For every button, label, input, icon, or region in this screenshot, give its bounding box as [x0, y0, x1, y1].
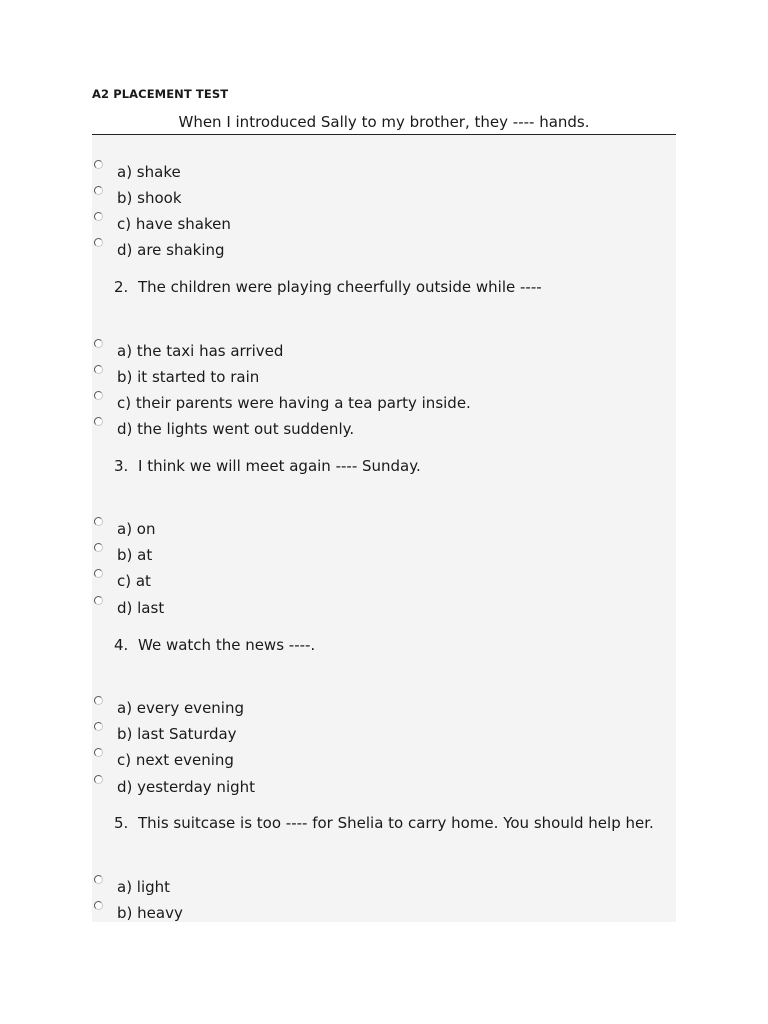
radio-button[interactable]	[94, 696, 103, 705]
page-header: A2 PLACEMENT TEST	[92, 87, 229, 101]
question-3-number: 3.	[114, 457, 129, 475]
question-4-text: We watch the news ----.	[138, 636, 316, 654]
radio-button[interactable]	[94, 596, 103, 605]
option-label: a) light	[117, 878, 171, 896]
option-label: a) shake	[117, 163, 181, 181]
radio-button[interactable]	[94, 901, 103, 910]
question-2-text: The children were playing cheerfully outside while ----	[138, 278, 542, 296]
radio-button[interactable]	[94, 391, 103, 400]
radio-button[interactable]	[94, 748, 103, 757]
question-1-text: When I introduced Sally to my brother, they ---- hands.	[178, 113, 590, 131]
radio-button[interactable]	[94, 339, 103, 348]
option-label: d) last	[117, 599, 165, 617]
option-label: c) their parents were having a tea party inside.	[117, 394, 471, 412]
option-label: d) the lights went out suddenly.	[117, 420, 355, 438]
option-label: d) are shaking	[117, 241, 225, 259]
radio-button[interactable]	[94, 543, 103, 552]
option-label: b) at	[117, 546, 153, 564]
option-label: a) on	[117, 520, 156, 538]
option-label: b) last Saturday	[117, 725, 237, 743]
radio-button[interactable]	[94, 417, 103, 426]
question-3-text: I think we will meet again ---- Sunday.	[138, 457, 421, 475]
radio-button[interactable]	[94, 186, 103, 195]
radio-button[interactable]	[94, 722, 103, 731]
radio-button[interactable]	[94, 212, 103, 221]
option-label: c) at	[117, 572, 151, 590]
option-label: c) have shaken	[117, 215, 231, 233]
radio-button[interactable]	[94, 875, 103, 884]
radio-button[interactable]	[94, 365, 103, 374]
radio-button[interactable]	[94, 160, 103, 169]
option-label: c) next evening	[117, 751, 234, 769]
option-label: a) the taxi has arrived	[117, 342, 284, 360]
radio-button[interactable]	[94, 569, 103, 578]
question-4-number: 4.	[114, 636, 129, 654]
question-2-number: 2.	[114, 278, 129, 296]
option-label: b) heavy	[117, 904, 183, 922]
option-label: a) every evening	[117, 699, 244, 717]
radio-button[interactable]	[94, 238, 103, 247]
option-label: b) it started to rain	[117, 368, 260, 386]
radio-button[interactable]	[94, 775, 103, 784]
question-5-number: 5.	[114, 814, 129, 832]
radio-button[interactable]	[94, 517, 103, 526]
question-5-text: This suitcase is too ---- for Shelia to carry home. You should help her.	[138, 814, 654, 832]
option-label: d) yesterday night	[117, 778, 256, 796]
option-label: b) shook	[117, 189, 182, 207]
